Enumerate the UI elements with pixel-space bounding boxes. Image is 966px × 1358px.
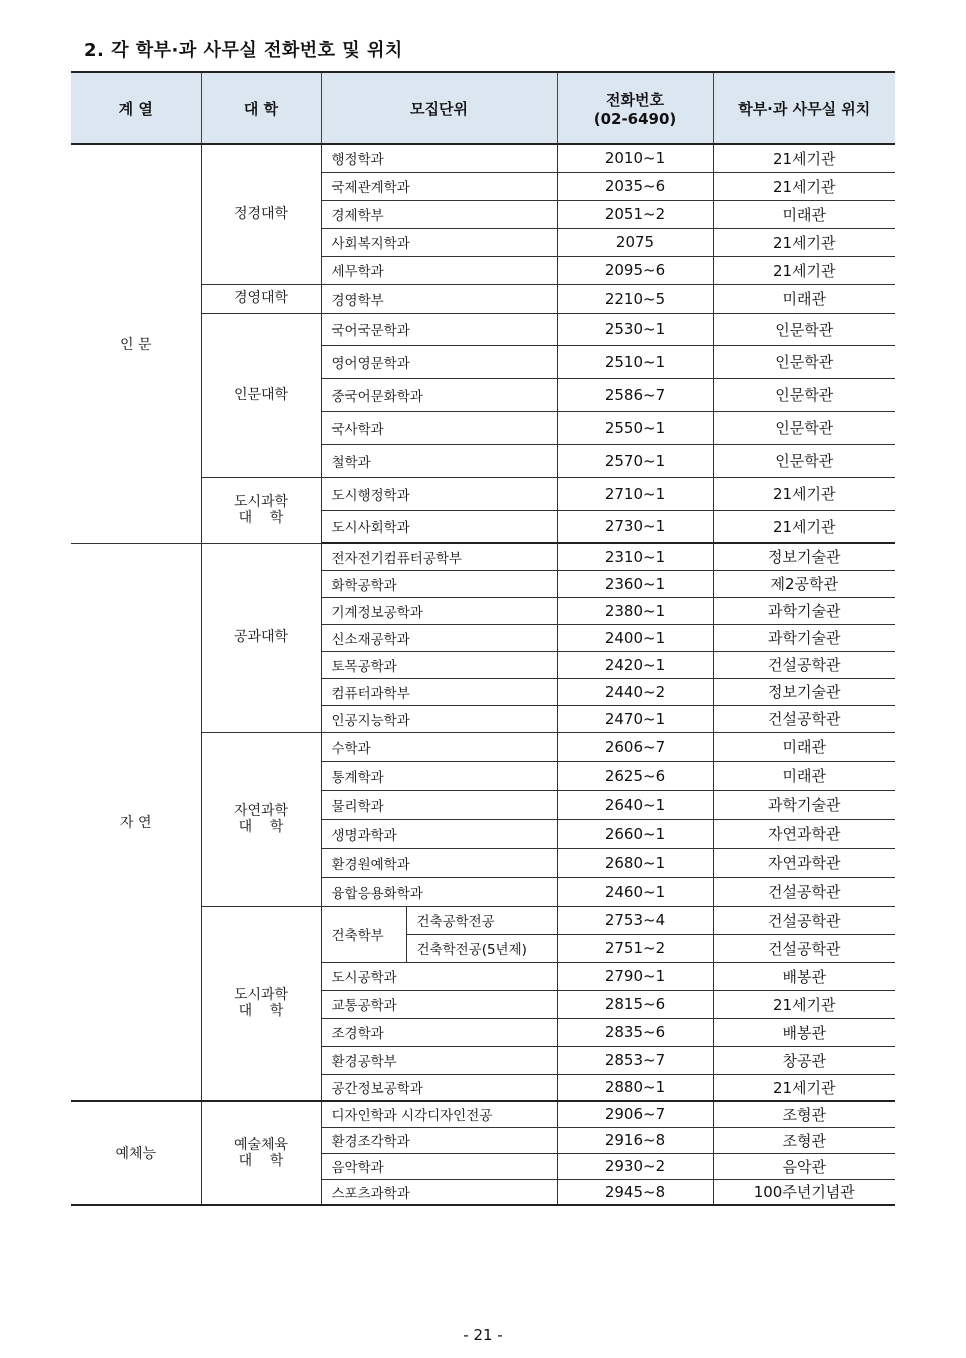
dept-cell: 신소재공학과 xyxy=(321,624,557,651)
location-cell: 건설공학관 xyxy=(713,877,895,906)
location-cell: 건설공학관 xyxy=(713,705,895,732)
dept-cell: 화학공학과 xyxy=(321,570,557,597)
tel-cell: 2550~1 xyxy=(557,411,713,444)
location-cell: 21세기관 xyxy=(713,172,895,200)
dept-cell: 국사학과 xyxy=(321,411,557,444)
tel-cell: 2460~1 xyxy=(557,877,713,906)
college-cell: 예술체육 대 학 xyxy=(201,1101,321,1205)
header-telephone xyxy=(557,72,713,144)
dept-cell: 음악학과 xyxy=(321,1153,557,1179)
tel-cell: 2440~2 xyxy=(557,678,713,705)
dept-cell: 환경공학부 xyxy=(321,1046,557,1074)
tel-cell: 2530~1 xyxy=(557,313,713,345)
page-number: - 21 - xyxy=(463,1326,503,1344)
location-cell: 21세기관 xyxy=(713,144,895,172)
tel-cell: 2510~1 xyxy=(557,345,713,378)
dept-cell: 조경학과 xyxy=(321,1018,557,1046)
college-cell: 도시과학 대 학 xyxy=(201,906,321,1101)
tel-cell: 2753~4 xyxy=(557,906,713,934)
location-cell: 자연과학관 xyxy=(713,819,895,848)
dept-cell: 교통공학과 xyxy=(321,990,557,1018)
dept-cell: 융합응용화학과 xyxy=(321,877,557,906)
location-cell: 과학기술관 xyxy=(713,624,895,651)
tel-cell: 2625~6 xyxy=(557,761,713,790)
location-cell: 창공관 xyxy=(713,1046,895,1074)
header-college: 대 학 xyxy=(201,72,321,144)
location-cell: 건설공학관 xyxy=(713,651,895,678)
college-cell: 공과대학 xyxy=(201,543,321,732)
location-cell: 정보기술관 xyxy=(713,678,895,705)
tel-cell: 2570~1 xyxy=(557,444,713,477)
location-cell: 음악관 xyxy=(713,1153,895,1179)
tel-cell: 2380~1 xyxy=(557,597,713,624)
dept-cell: 컴퓨터과학부 xyxy=(321,678,557,705)
location-cell: 21세기관 xyxy=(713,228,895,256)
dept-cell: 경제학부 xyxy=(321,200,557,228)
tel-cell: 2420~1 xyxy=(557,651,713,678)
dept-cell: 스포츠과학과 xyxy=(321,1179,557,1205)
location-cell: 21세기관 xyxy=(713,1074,895,1101)
tel-cell: 2680~1 xyxy=(557,848,713,877)
dept-cell: 기계정보공학과 xyxy=(321,597,557,624)
dept-cell: 물리학과 xyxy=(321,790,557,819)
tel-cell: 2906~7 xyxy=(557,1101,713,1127)
dept-cell: 생명과학과 xyxy=(321,819,557,848)
college-cell: 정경대학 xyxy=(201,144,321,284)
tel-cell: 2640~1 xyxy=(557,790,713,819)
location-cell: 배봉관 xyxy=(713,1018,895,1046)
dept-cell: 통계학과 xyxy=(321,761,557,790)
dept-cell: 환경원예학과 xyxy=(321,848,557,877)
location-cell: 제2공학관 xyxy=(713,570,895,597)
location-cell: 미래관 xyxy=(713,761,895,790)
location-cell: 21세기관 xyxy=(713,256,895,284)
dept-cell: 인공지능학과 xyxy=(321,705,557,732)
dept-cell: 디자인학과 시각디자인전공 xyxy=(321,1101,557,1127)
tel-cell: 2880~1 xyxy=(557,1074,713,1101)
tel-cell: 2606~7 xyxy=(557,732,713,761)
table-row xyxy=(71,1101,895,1127)
tel-cell: 2945~8 xyxy=(557,1179,713,1205)
dept-cell: 수학과 xyxy=(321,732,557,761)
tel-cell: 2835~6 xyxy=(557,1018,713,1046)
location-cell: 미래관 xyxy=(713,284,895,313)
header-telephone-label: 전화번호 xyxy=(606,90,664,109)
location-cell: 21세기관 xyxy=(713,510,895,543)
tel-cell: 2470~1 xyxy=(557,705,713,732)
location-cell: 정보기술관 xyxy=(713,543,895,570)
location-cell: 인문학관 xyxy=(713,313,895,345)
tel-cell: 2660~1 xyxy=(557,819,713,848)
tel-cell: 2790~1 xyxy=(557,962,713,990)
college-cell: 경영대학 xyxy=(201,284,321,313)
location-cell: 인문학관 xyxy=(713,378,895,411)
category-humanities: 인 문 xyxy=(71,144,201,543)
location-cell: 인문학관 xyxy=(713,345,895,378)
dept-cell: 도시사회학과 xyxy=(321,510,557,543)
location-cell: 자연과학관 xyxy=(713,848,895,877)
dept-cell: 도시공학과 xyxy=(321,962,557,990)
dept-cell: 중국어문화학과 xyxy=(321,378,557,411)
table-header-row xyxy=(71,72,895,144)
tel-cell: 2035~6 xyxy=(557,172,713,200)
tel-cell: 2815~6 xyxy=(557,990,713,1018)
category-natural-sciences: 자 연 xyxy=(71,543,201,1101)
college-cell: 도시과학 대 학 xyxy=(201,477,321,543)
department-phone-table xyxy=(71,71,895,1206)
dept-cell: 영어영문학과 xyxy=(321,345,557,378)
tel-cell: 2710~1 xyxy=(557,477,713,510)
dept-cell: 국어국문학과 xyxy=(321,313,557,345)
category-arts-sports: 예체능 xyxy=(71,1101,201,1205)
college-cell: 자연과학 대 학 xyxy=(201,732,321,906)
location-cell: 조형관 xyxy=(713,1101,895,1127)
tel-cell: 2210~5 xyxy=(557,284,713,313)
location-cell: 100주년기념관 xyxy=(713,1179,895,1205)
section-title: 2. 각 학부·과 사무실 전화번호 및 위치 xyxy=(84,40,403,61)
header-unit: 모집단위 xyxy=(321,72,557,144)
location-cell: 인문학관 xyxy=(713,444,895,477)
header-telephone-prefix: (02-6490) xyxy=(593,109,677,128)
header-category: 계 열 xyxy=(71,72,201,144)
location-cell: 건설공학관 xyxy=(713,934,895,962)
tel-cell: 2853~7 xyxy=(557,1046,713,1074)
tel-cell: 2095~6 xyxy=(557,256,713,284)
location-cell: 배봉관 xyxy=(713,962,895,990)
tel-cell: 2751~2 xyxy=(557,934,713,962)
dept-cell: 사회복지학과 xyxy=(321,228,557,256)
location-cell: 인문학관 xyxy=(713,411,895,444)
table-row xyxy=(71,144,895,172)
dept-cell: 국제관계학과 xyxy=(321,172,557,200)
college-cell: 인문대학 xyxy=(201,313,321,477)
dept-cell: 토목공학과 xyxy=(321,651,557,678)
location-cell: 건설공학관 xyxy=(713,906,895,934)
tel-cell: 2930~2 xyxy=(557,1153,713,1179)
location-cell: 미래관 xyxy=(713,732,895,761)
location-cell: 과학기술관 xyxy=(713,597,895,624)
tel-cell: 2051~2 xyxy=(557,200,713,228)
tel-cell: 2360~1 xyxy=(557,570,713,597)
tel-cell: 2730~1 xyxy=(557,510,713,543)
dept-group-architecture: 건축학부 xyxy=(321,906,406,962)
table-row xyxy=(71,543,895,570)
dept-cell: 도시행정학과 xyxy=(321,477,557,510)
dept-cell: 경영학부 xyxy=(321,284,557,313)
tel-cell: 2310~1 xyxy=(557,543,713,570)
location-cell: 조형관 xyxy=(713,1127,895,1153)
location-cell: 과학기술관 xyxy=(713,790,895,819)
tel-cell: 2075 xyxy=(557,228,713,256)
dept-cell: 철학과 xyxy=(321,444,557,477)
tel-cell: 2916~8 xyxy=(557,1127,713,1153)
dept-cell: 세무학과 xyxy=(321,256,557,284)
dept-cell: 건축공학전공 xyxy=(406,906,557,934)
tel-cell: 2586~7 xyxy=(557,378,713,411)
location-cell: 21세기관 xyxy=(713,990,895,1018)
dept-cell: 건축학전공(5년제) xyxy=(406,934,557,962)
tel-cell: 2400~1 xyxy=(557,624,713,651)
dept-cell: 공간정보공학과 xyxy=(321,1074,557,1101)
dept-cell: 전자전기컴퓨터공학부 xyxy=(321,543,557,570)
dept-cell: 행정학과 xyxy=(321,144,557,172)
location-cell: 미래관 xyxy=(713,200,895,228)
location-cell: 21세기관 xyxy=(713,477,895,510)
header-location: 학부·과 사무실 위치 xyxy=(713,72,895,144)
dept-cell: 환경조각학과 xyxy=(321,1127,557,1153)
tel-cell: 2010~1 xyxy=(557,144,713,172)
